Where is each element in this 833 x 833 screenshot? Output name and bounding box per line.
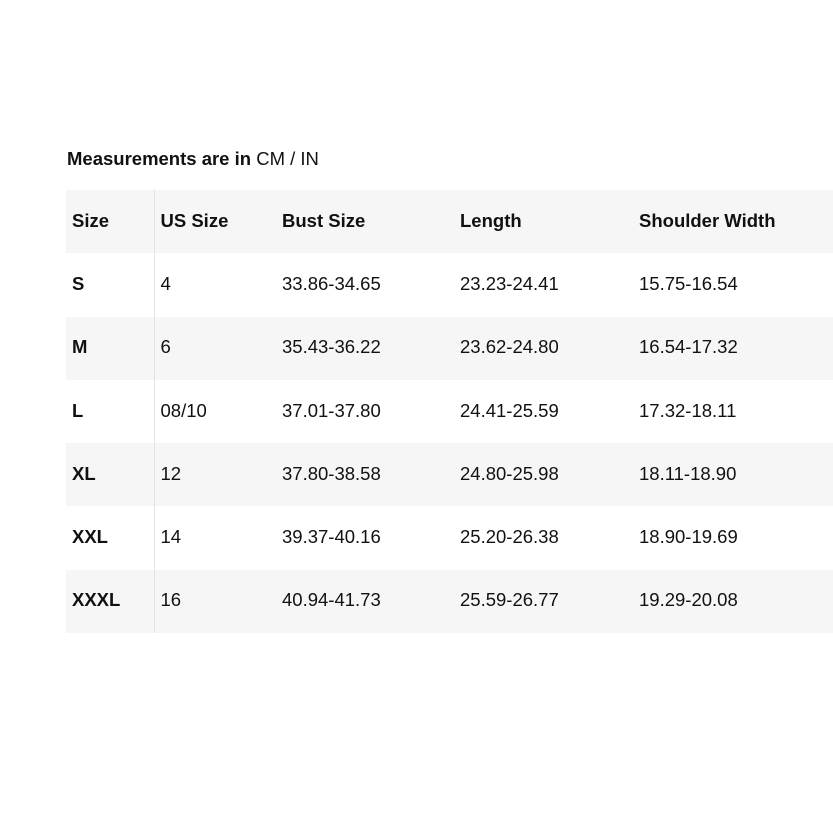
us-size-cell: 16 bbox=[160, 589, 182, 611]
size-cell: XXXL bbox=[66, 570, 154, 633]
length-cell: 25.59-26.77 bbox=[460, 589, 559, 611]
length-cell: 24.80-25.98 bbox=[460, 462, 559, 484]
size-cell: XXL bbox=[66, 506, 154, 569]
size-cell: L bbox=[66, 380, 154, 443]
header-size: Size bbox=[66, 190, 154, 253]
size-cell: S bbox=[66, 253, 154, 316]
header-bust-size: Bust Size bbox=[282, 209, 366, 231]
shoulder-width-cell: 15.75-16.54 bbox=[639, 272, 738, 294]
header-us-size: US Size bbox=[160, 209, 229, 231]
unit-separator: / bbox=[284, 148, 301, 169]
us-size-cell: 08/10 bbox=[160, 399, 207, 421]
table-row bbox=[66, 506, 833, 569]
us-size-cell: 14 bbox=[160, 526, 182, 548]
length-cell: 23.62-24.80 bbox=[460, 336, 559, 358]
table-row bbox=[66, 443, 833, 506]
size-cell: M bbox=[66, 317, 154, 380]
measurement-units-heading bbox=[67, 147, 319, 171]
unit-in-toggle[interactable]: IN bbox=[300, 148, 319, 169]
shoulder-width-cell: 17.32-18.11 bbox=[639, 399, 737, 421]
us-size-cell: 4 bbox=[160, 272, 171, 294]
table-row bbox=[66, 570, 833, 633]
us-size-cell: 6 bbox=[160, 336, 171, 358]
us-size-cell: 12 bbox=[160, 462, 182, 484]
bust-size-cell: 35.43-36.22 bbox=[282, 336, 381, 358]
length-cell: 23.23-24.41 bbox=[460, 272, 559, 294]
shoulder-width-cell: 16.54-17.32 bbox=[639, 336, 738, 358]
table-row bbox=[66, 253, 833, 316]
shoulder-width-cell: 19.29-20.08 bbox=[639, 589, 738, 611]
table-header-row bbox=[66, 190, 833, 253]
bust-size-cell: 37.01-37.80 bbox=[282, 399, 381, 421]
bust-size-cell: 37.80-38.58 bbox=[282, 462, 381, 484]
size-cell: XL bbox=[66, 443, 154, 506]
length-cell: 24.41-25.59 bbox=[460, 399, 559, 421]
shoulder-width-cell: 18.11-18.90 bbox=[639, 462, 737, 484]
table-row bbox=[66, 380, 833, 443]
table-row bbox=[66, 317, 833, 380]
header-shoulder-width: Shoulder Width bbox=[639, 209, 776, 231]
bust-size-cell: 40.94-41.73 bbox=[282, 589, 381, 611]
size-chart-table bbox=[66, 190, 833, 633]
unit-cm-toggle[interactable]: CM bbox=[256, 148, 285, 169]
heading-label: Measurements are in bbox=[67, 148, 252, 169]
bust-size-cell: 39.37-40.16 bbox=[282, 526, 381, 548]
shoulder-width-cell: 18.90-19.69 bbox=[639, 526, 738, 548]
length-cell: 25.20-26.38 bbox=[460, 526, 559, 548]
header-length: Length bbox=[460, 209, 522, 231]
bust-size-cell: 33.86-34.65 bbox=[282, 272, 381, 294]
